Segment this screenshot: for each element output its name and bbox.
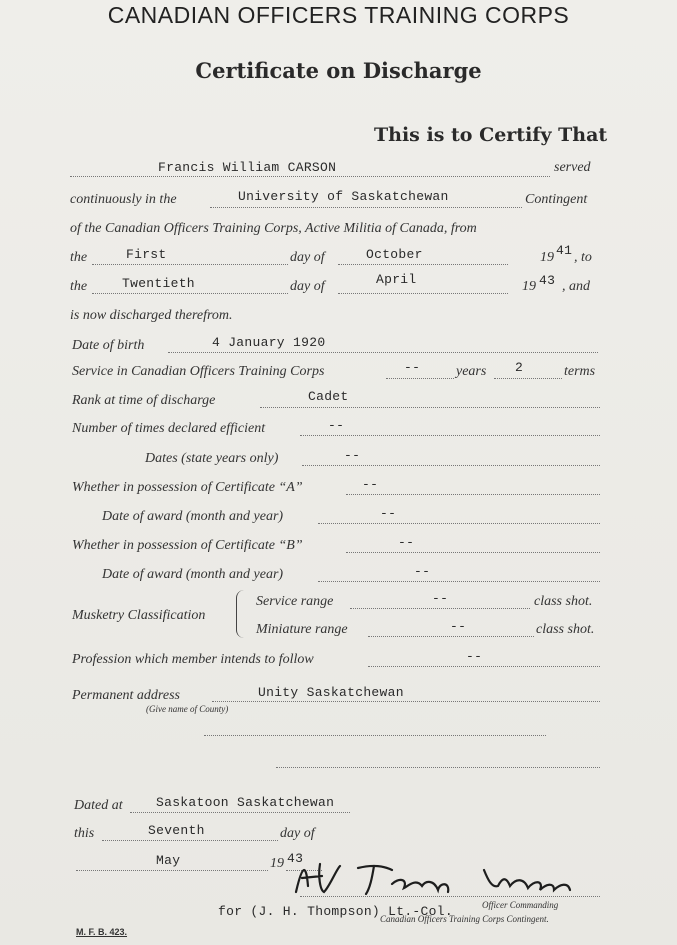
to-month-line	[338, 293, 508, 294]
miniature-range-value: --	[450, 619, 467, 634]
miniature-range-line	[368, 636, 534, 637]
from-month-value: October	[366, 247, 423, 262]
musketry-label: Musketry Classification	[72, 608, 206, 623]
give-county-note: (Give name of County)	[146, 704, 229, 714]
date-award-b-label: Date of award (month and year)	[102, 567, 284, 582]
rank-value: Cadet	[308, 389, 349, 404]
date-award-a-line	[318, 523, 600, 524]
name-value: Francis William CARSON	[158, 160, 337, 175]
university-value: University of Saskatchewan	[238, 189, 449, 204]
birth-value: 4 January 1920	[212, 335, 326, 350]
cert-a-value: --	[362, 477, 379, 492]
service-years-line	[386, 378, 454, 379]
dated-year-value: 43	[287, 851, 304, 866]
times-efficient-label: Number of times declared efficient	[72, 421, 266, 436]
musketry-brace	[236, 590, 247, 638]
service-terms-value: 2	[515, 360, 524, 375]
birth-label: Date of birth	[72, 338, 145, 353]
dates-value: --	[344, 448, 361, 463]
address-value: Unity Saskatchewan	[258, 685, 404, 700]
terms-label: terms	[564, 364, 596, 379]
cert-a-label: Whether in possession of Certificate “A”	[72, 480, 303, 495]
dated-dayof-label: day of	[280, 826, 315, 841]
profession-line	[368, 666, 600, 667]
from-month-line	[338, 264, 508, 265]
corps-line-text: of the Canadian Officers Training Corps, Active Militia of Canada, from	[70, 221, 477, 236]
rank-line	[260, 407, 600, 408]
dated-year-prefix: 19	[270, 856, 284, 871]
dated-day-value: Seventh	[148, 823, 205, 838]
date-award-a-label: Date of award (month and year)	[102, 509, 284, 524]
service-years-value: --	[404, 360, 421, 375]
miniature-range-label: Miniature range	[256, 622, 348, 637]
service-label: Service in Canadian Officers Training Corps	[72, 364, 325, 379]
address-label: Permanent address	[72, 688, 180, 703]
to-day-line	[92, 293, 288, 294]
dated-month-line	[76, 870, 268, 871]
to-year-prefix: 19	[522, 279, 536, 294]
service-range-line	[350, 608, 530, 609]
to-year-value: 43	[539, 273, 556, 288]
dated-at-line	[130, 812, 350, 813]
from-the-label: the	[70, 250, 88, 265]
address-line-2	[204, 735, 546, 736]
dates-label: Dates (state years only)	[145, 451, 279, 466]
date-award-a-value: --	[380, 506, 397, 521]
from-day-value: First	[126, 247, 167, 262]
dated-at-label: Dated at	[74, 798, 123, 813]
contingent-label: Contingent	[525, 192, 588, 207]
certify-heading: This is to Certify That	[374, 124, 608, 146]
to-day-value: Twentieth	[122, 276, 195, 291]
cert-b-value: --	[398, 535, 415, 550]
to-dayof-label: day of	[290, 279, 325, 294]
to-the-label: the	[70, 279, 88, 294]
contingent-line	[210, 207, 522, 208]
and-label: , and	[562, 279, 590, 294]
to-label: , to	[574, 250, 592, 265]
continuously-label: continuously in the	[70, 192, 177, 207]
service-range-value: --	[432, 591, 449, 606]
certificate-title: Certificate on Discharge	[195, 58, 482, 83]
profession-value: --	[466, 649, 483, 664]
from-year-prefix: 19	[540, 250, 554, 265]
form-number: M. F. B. 423.	[76, 927, 128, 937]
profession-label: Profession which member intends to follow	[72, 652, 314, 667]
discharged-text: is now discharged therefrom.	[70, 308, 233, 323]
served-label: served	[554, 160, 591, 175]
rank-label: Rank at time of discharge	[72, 393, 216, 408]
organization-heading: CANADIAN OFFICERS TRAINING CORPS	[107, 2, 570, 28]
officer-commanding-label: Officer Commanding	[482, 900, 559, 910]
date-award-b-value: --	[414, 564, 431, 579]
from-dayof-label: day of	[290, 250, 325, 265]
times-efficient-line	[300, 435, 600, 436]
dates-line	[302, 465, 600, 466]
cert-a-line	[346, 494, 600, 495]
service-range-label: Service range	[256, 594, 334, 609]
to-month-value: April	[376, 272, 417, 287]
dated-at-value: Saskatoon Saskatchewan	[156, 795, 335, 810]
dated-day-line	[102, 840, 278, 841]
address-line-1	[212, 701, 600, 702]
date-award-b-line	[318, 581, 600, 582]
service-terms-line	[494, 378, 562, 379]
from-day-line	[92, 264, 288, 265]
signature-line	[300, 896, 600, 897]
years-label: years	[456, 364, 487, 379]
dated-month-value: May	[156, 853, 181, 868]
this-label: this	[74, 826, 95, 841]
times-efficient-value: --	[328, 418, 345, 433]
signatory-value: for (J. H. Thompson) Lt.-Col.	[218, 904, 453, 919]
miniature-class-shot: class shot.	[536, 622, 595, 637]
address-line-3	[276, 767, 600, 768]
cert-b-line	[346, 552, 600, 553]
service-class-shot: class shot.	[534, 594, 593, 609]
name-line	[70, 176, 550, 177]
cert-b-label: Whether in possession of Certificate “B”	[72, 538, 303, 553]
from-year-value: 41	[556, 243, 573, 258]
birth-line	[168, 352, 598, 353]
contingent-signature-label: Canadian Officers Training Corps Contingent.	[380, 914, 549, 924]
